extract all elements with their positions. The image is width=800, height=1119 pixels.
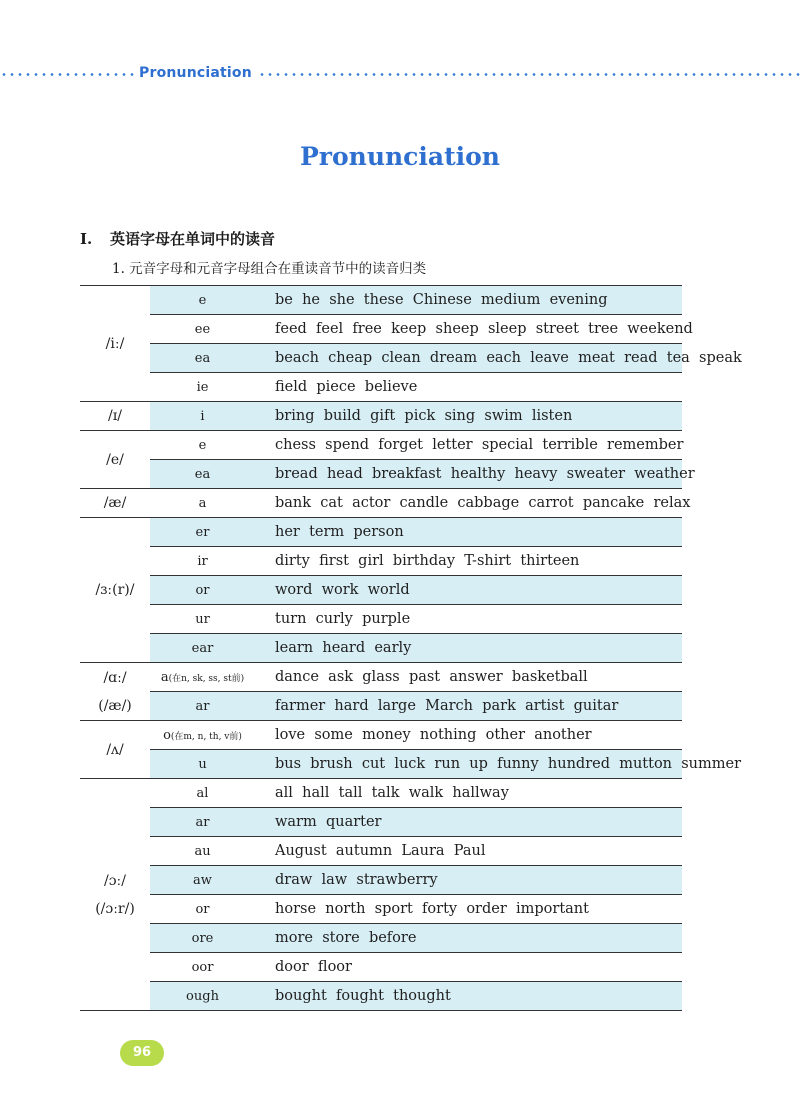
phonetic-symbol-cell: [80, 402, 150, 431]
phonetic-symbol-cell: [80, 721, 150, 779]
letter-combination-cell: [150, 808, 255, 837]
example-words: dirty first girl birthday T-shirt thirteen: [255, 547, 682, 576]
phonetic-symbol: /ʌ/: [106, 741, 124, 758]
letter-combination: e: [198, 437, 207, 453]
letter-combination: er: [195, 524, 210, 540]
section-number: I.: [80, 230, 93, 248]
phonetic-symbol-cell: [80, 779, 150, 1011]
letter-combination-cell: [150, 953, 255, 982]
letter-combination-cell: [150, 692, 255, 721]
letter-combination: or: [195, 582, 210, 598]
example-words: feed feel free keep sheep sleep street tree weekend: [255, 315, 682, 344]
example-words: bank cat actor candle cabbage carrot pancake relax: [255, 489, 682, 518]
letter-combination-cell: [150, 547, 255, 576]
letter-combination-cell: [150, 924, 255, 953]
letter-combination: ur: [195, 611, 210, 627]
example-words: beach cheap clean dream each leave meat read tea speak: [255, 344, 682, 373]
letter-combination-cell: [150, 344, 255, 373]
example-words: August autumn Laura Paul: [255, 837, 682, 866]
letter-combination: ea: [194, 350, 211, 366]
example-words: more store before: [255, 924, 682, 953]
letter-note: (在n, sk, ss, st前): [168, 673, 245, 684]
letter-combination-cell: [150, 402, 255, 431]
phonetic-symbol: /iː/: [105, 335, 125, 352]
example-words: bring build gift pick sing swim listen: [255, 402, 682, 431]
dotted-rule-left: [0, 73, 136, 76]
phonetic-symbol: (/æ/): [98, 697, 132, 714]
table-row: [80, 344, 682, 373]
letter-combination-cell: [150, 518, 255, 547]
table-row: [80, 982, 682, 1011]
example-words: draw law strawberry: [255, 866, 682, 895]
letter-combination-cell: [150, 431, 255, 460]
example-words: chess spend forget letter special terrible remember: [255, 431, 682, 460]
phonetic-symbol-cell: [80, 286, 150, 402]
phonetic-symbol-cell: [80, 663, 150, 721]
example-words: farmer hard large March park artist guitar: [255, 692, 682, 721]
letter-combination: ee: [194, 321, 211, 337]
phonetic-symbol: /ɜː(r)/: [95, 582, 135, 598]
phonetic-symbol: /ɪ/: [108, 408, 122, 424]
table-row: [80, 663, 682, 692]
example-words: bought fought thought: [255, 982, 682, 1011]
example-words: door floor: [255, 953, 682, 982]
table-row: [80, 721, 682, 750]
letter-combination-cell: [150, 576, 255, 605]
table-row: [80, 808, 682, 837]
letter-combination-cell: [150, 605, 255, 634]
phonetic-symbol: /æ/: [103, 495, 127, 511]
letter-combination-cell: [150, 866, 255, 895]
letter-combination-cell: [150, 634, 255, 663]
table-row: [80, 286, 682, 315]
table-row: [80, 837, 682, 866]
phonetic-symbol-cell: [80, 431, 150, 489]
letter-combination: aw: [193, 872, 212, 888]
table-row: [80, 431, 682, 460]
letter-combination: or: [195, 901, 210, 917]
example-words: be he she these Chinese medium evening: [255, 286, 682, 315]
example-words: all hall tall talk walk hallway: [255, 779, 682, 808]
vowel-table: [80, 285, 742, 1011]
phonetic-symbol-cell: [80, 518, 150, 663]
table-row: [80, 576, 682, 605]
letter-combination-cell: [150, 286, 255, 315]
example-words: bus brush cut luck run up funny hundred mutton summer: [255, 750, 682, 779]
letter-combination: ar: [195, 698, 210, 714]
letter-combination-cell: [150, 750, 255, 779]
letter-combination-cell: [150, 315, 255, 344]
letter-combination: ie: [196, 379, 209, 395]
table-row: [80, 547, 682, 576]
letter-combination: i: [200, 408, 205, 424]
letter-combination: a: [160, 669, 169, 685]
example-words: horse north sport forty order important: [255, 895, 682, 924]
example-words: word work world: [255, 576, 682, 605]
table-row: [80, 634, 682, 663]
letter-combination: e: [198, 292, 207, 308]
example-words: bread head breakfast healthy heavy sweater weather: [255, 460, 682, 489]
table-row: [80, 866, 682, 895]
letter-combination: ear: [191, 640, 214, 656]
example-words: warm quarter: [255, 808, 682, 837]
example-words: learn heard early: [255, 634, 682, 663]
letter-combination: ea: [194, 466, 211, 482]
table-row: [80, 953, 682, 982]
letter-combination: u: [198, 756, 207, 772]
table-row: [80, 460, 682, 489]
letter-combination: o: [163, 727, 171, 743]
example-words: her term person: [255, 518, 682, 547]
table-row: [80, 779, 682, 808]
letter-combination: a: [198, 495, 207, 511]
letter-combination-cell: [150, 895, 255, 924]
subsection-heading: 1. 元音字母和元音字母组合在重读音节中的读音归类: [112, 261, 427, 277]
letter-combination-cell: [150, 982, 255, 1011]
letter-combination: ough: [186, 988, 219, 1004]
letter-combination-cell: [150, 837, 255, 866]
letter-combination: ar: [195, 814, 210, 830]
letter-combination: au: [194, 843, 211, 859]
running-header: [0, 66, 800, 82]
table-row: [80, 750, 682, 779]
table-row: [80, 315, 682, 344]
section-heading: [80, 228, 275, 249]
letter-combination-cell: [150, 460, 255, 489]
table-row: [80, 402, 682, 431]
example-words: dance ask glass past answer basketball: [255, 663, 682, 692]
page-number: 96: [120, 1040, 164, 1066]
dotted-rule-right: [258, 73, 800, 76]
table-row: [80, 895, 682, 924]
letter-combination: ore: [191, 930, 214, 946]
letter-combination-cell: [150, 779, 255, 808]
page-title: Pronunciation: [300, 142, 500, 171]
letter-note: (在m, n, th, v前): [170, 731, 242, 742]
letter-combination: oor: [191, 959, 214, 975]
section-title: 英语字母在单词中的读音: [110, 230, 276, 248]
letter-combination: ir: [197, 553, 208, 569]
example-words: field piece believe: [255, 373, 682, 402]
phonetic-symbol-cell: [80, 489, 150, 518]
example-words: turn curly purple: [255, 605, 682, 634]
table-row: [80, 373, 682, 402]
letter-combination-cell: [150, 373, 255, 402]
phonetic-symbol: (/ɔːr/): [95, 900, 135, 917]
letter-combination-cell: [150, 489, 255, 518]
phonetic-symbol: /e/: [106, 451, 124, 468]
letter-combination: al: [196, 785, 209, 801]
phonetic-symbol: /ɑː/: [103, 669, 127, 686]
example-words: love some money nothing other another: [255, 721, 682, 750]
phonetic-symbol: /ɔː/: [104, 872, 126, 889]
letter-combination-cell: [150, 663, 255, 692]
running-head-title: Pronunciation: [139, 65, 252, 81]
table-row: [80, 924, 682, 953]
table-row: [80, 692, 682, 721]
letter-combination-cell: [150, 721, 255, 750]
table-row: [80, 605, 682, 634]
table-row: [80, 518, 682, 547]
table-row: [80, 489, 682, 518]
